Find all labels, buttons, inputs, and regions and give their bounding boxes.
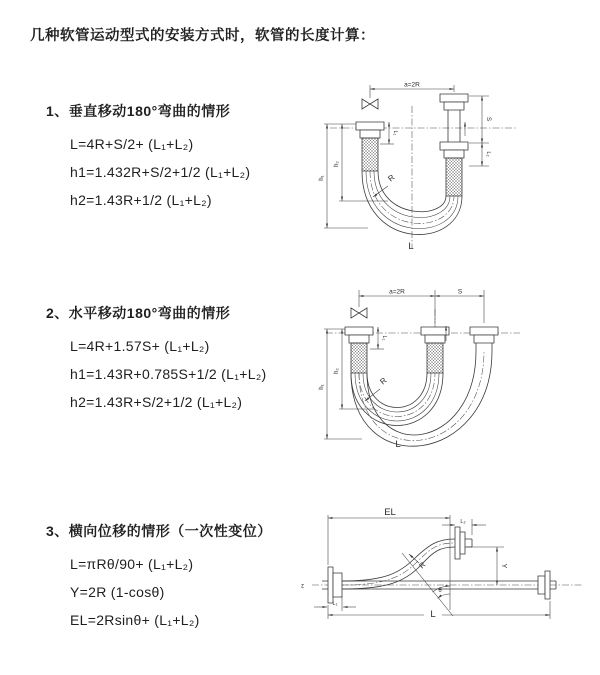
right-pipe-fitting: [440, 94, 468, 196]
hose-s-curve: [342, 539, 455, 589]
dim-l: [328, 601, 550, 620]
dim-y: [467, 547, 507, 585]
formula-L: L=4R+1.57S+ (L₁+L₂): [70, 338, 210, 354]
dim-label-l2: L₂: [460, 519, 466, 525]
angle-theta: [402, 553, 453, 616]
braid-section: [427, 343, 443, 373]
dim-el: [328, 507, 450, 610]
dim-label-r: R: [378, 375, 389, 387]
diagram-lateral-displacement: [298, 495, 600, 637]
dim-label-h1: h₁: [319, 384, 325, 390]
dim-label-l1: L₁: [381, 335, 387, 341]
radius-leader: [373, 173, 397, 197]
formula-EL: EL=2Rsinθ+ (L₁+L₂): [70, 612, 200, 628]
braid-section: [362, 138, 378, 171]
dim-l1: [314, 596, 356, 611]
dim-label-el: EL: [384, 507, 396, 518]
right-pipe-fitting: [470, 327, 498, 351]
formula-h1: h1=1.43R+0.785S+1/2 (L₁+L₂): [70, 366, 267, 382]
section-vertical-move: [46, 101, 316, 214]
dim-label-l: L: [408, 241, 414, 252]
formula-L: L=4R+S/2+ (L₁+L₂): [70, 136, 194, 152]
section-heading: 1、垂直移动180°弯曲的情形: [46, 103, 231, 119]
dim-label-a2r: a=2R: [389, 288, 405, 296]
diagram-vertical-move-180: [312, 76, 600, 258]
valve-icon: [351, 308, 367, 318]
dim-label-s: S: [457, 288, 463, 296]
formula-h2: h2=1.43R+1/2 (L₁+L₂): [70, 192, 212, 208]
formula-L: L=πRθ/90+ (L₁+L₂): [70, 556, 194, 572]
braid-section: [351, 343, 367, 373]
dim-label-l1: L₁: [332, 601, 338, 607]
left-pipe-fitting: [345, 327, 373, 373]
dim-label-h1: h₁: [319, 175, 325, 181]
hose-u-moved: [351, 351, 492, 446]
dim-label-l1: L₁: [392, 130, 398, 136]
braid-section: [446, 158, 462, 196]
dim-s: [435, 289, 484, 297]
dim-label-a2r: a=2R: [404, 81, 420, 89]
dim-a2r: [359, 289, 484, 324]
dim-label-theta: θ: [438, 588, 442, 594]
formula-Y: Y=2R (1-cosθ): [70, 584, 165, 600]
dim-label-r: R: [417, 560, 428, 571]
diagram-horizontal-move-180: [312, 281, 600, 463]
centerline-mark: z: [301, 583, 304, 590]
dim-l2: [482, 143, 491, 166]
dim-label-h2: h₂: [334, 161, 340, 167]
dim-label-s: S: [485, 116, 491, 122]
dim-label-y: Y: [500, 563, 507, 569]
page-title: 几种软管运动型式的安装方式时，软管的长度计算：: [30, 28, 375, 44]
dim-label-l2: L₂: [485, 151, 491, 157]
dim-label-l: L: [430, 609, 436, 620]
section-lateral-displacement: [46, 521, 316, 634]
middle-pipe-fitting: [421, 327, 449, 373]
valve-icon: [362, 99, 378, 109]
dim-h1: [319, 124, 368, 228]
formula-h2: h2=1.43R+S/2+1/2 (L₁+L₂): [70, 394, 243, 410]
section-heading: 3、横向位移的情形（一次性变位）: [46, 523, 272, 539]
dim-label-r: R: [386, 172, 397, 184]
formula-h1: h1=1.432R+S/2+1/2 (L₁+L₂): [70, 164, 251, 180]
hose-u-original: [351, 373, 443, 426]
left-pipe-fitting: [356, 122, 384, 171]
dim-label-l: L: [395, 439, 401, 450]
right-flange-moved: [455, 527, 472, 559]
section-heading: 2、水平移动180°弯曲的情形: [46, 305, 231, 321]
section-horizontal-move: [46, 303, 316, 416]
dim-label-h2: h₂: [334, 368, 340, 374]
radius-leader: [365, 376, 389, 401]
